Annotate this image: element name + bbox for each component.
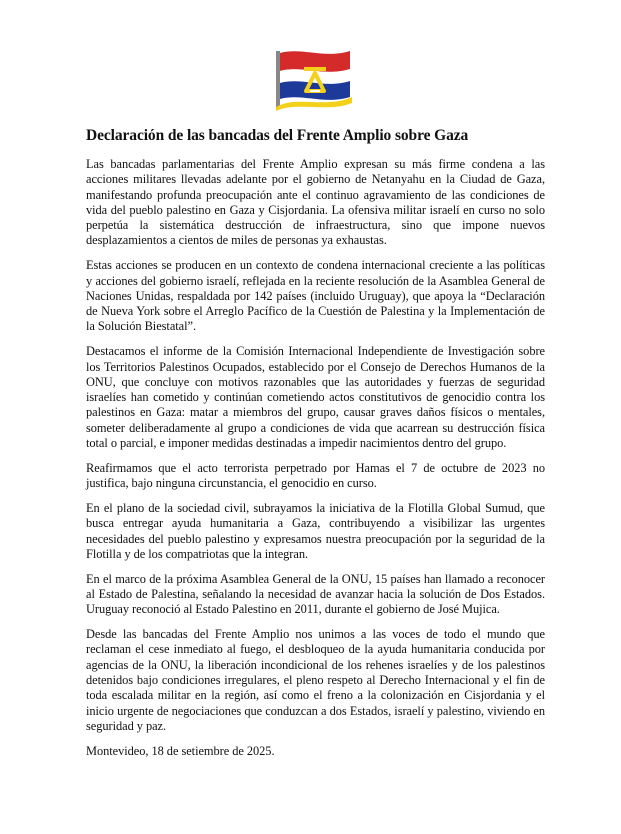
paragraph: Reafirmamos que el acto terrorista perpetrado por Hamas el 7 de octubre de 2023 no justifica, bajo ninguna circunstancia, el genocidio en curso. xyxy=(86,460,545,491)
document-title: Declaración de las bancadas del Frente Amplio sobre Gaza xyxy=(86,127,469,144)
closing-date: Montevideo, 18 de setiembre de 2025. xyxy=(86,743,275,758)
paragraph: Destacamos el informe de la Comisión Internacional Independiente de Investigación sobre los Territorios Palestinos Ocupados, establecido por el Consejo de Derechos Humanos de la ONU, que concluye con motivos razonables que las autoridades y fuerzas de seguridad israelíes han cometido y continúan cometiendo actos constitutivos de genocidio contra los palestinos en Gaza: matar a miembros del grupo, causar graves daños físicos o mentales, someter deliberadamente al grupo a condiciones de vida que acarrean su destrucción física total o parcial, e imponer medidas destinadas a impedir nacimientos dentro del grupo. xyxy=(86,344,545,451)
paragraph: En el plano de la sociedad civil, subrayamos la iniciativa de la Flotilla Global Sumud, que busca entregar ayuda humanitaria a Gaza, contribuyendo a visibilizar las urgentes necesidades del pueblo palestino y expresamos nuestra preocupación por la seguridad de la Flotilla y de los compatriotas que la integran. xyxy=(86,500,545,561)
paragraph: En el marco de la próxima Asamblea General de la ONU, 15 países han llamado a reconocer al Estado de Palestina, señalando la necesidad de avanzar hacia la solución de Dos Estados. Uruguay reconoció al Estado Palestino en 2011, durante el gobierno de José Mujica. xyxy=(86,571,545,617)
paragraph: Desde las bancadas del Frente Amplio nos unimos a las voces de todo el mundo que reclaman el cese inmediato al fuego, el desbloqueo de la ayuda humanitaria conducida por agencias de la ONU, la liberación incondicional de los rehenes israelíes y de los palestinos detenidos bajo condiciones irregulares, el pleno respeto al Derecho Internacional y el fin de toda escalada militar en la región, así como el freno a la colonización en Cisjordania y el inicio urgente de negociaciones que conduzcan a dos Estados, israelí y palestino, viviendo en seguridad y paz. xyxy=(86,627,545,733)
frente-amplio-flag-logo-icon xyxy=(274,47,354,111)
paragraph: Las bancadas parlamentarias del Frente Amplio expresan su más firme condena a las acciones militares llevadas adelante por el gobierno de Netanyahu en la Ciudad de Gaza, manifestando profunda preocupación ante el continuo agravamiento de las condiciones de vida del pueblo palestino en Gaza y Cisjordania. La ofensiva militar israelí en curso no solo perpetúa la sistemática destrucción de infraestructura, sino que impone nuevos desplazamientos a cientos de miles de personas ya exhaustas. xyxy=(86,157,545,248)
paragraph: Estas acciones se producen en un contexto de condena internacional creciente a las políticas y acciones del gobierno israelí, reflejada en la reciente resolución de la Asamblea General de Naciones Unidas, respaldada por 142 países (incluido Uruguay), que apoya la “Declaración de Nueva York sobre el Arreglo Pacífico de la Cuestión de Palestina y la Implementación de la Solución Biestatal”. xyxy=(86,258,545,334)
document-body xyxy=(86,127,545,768)
